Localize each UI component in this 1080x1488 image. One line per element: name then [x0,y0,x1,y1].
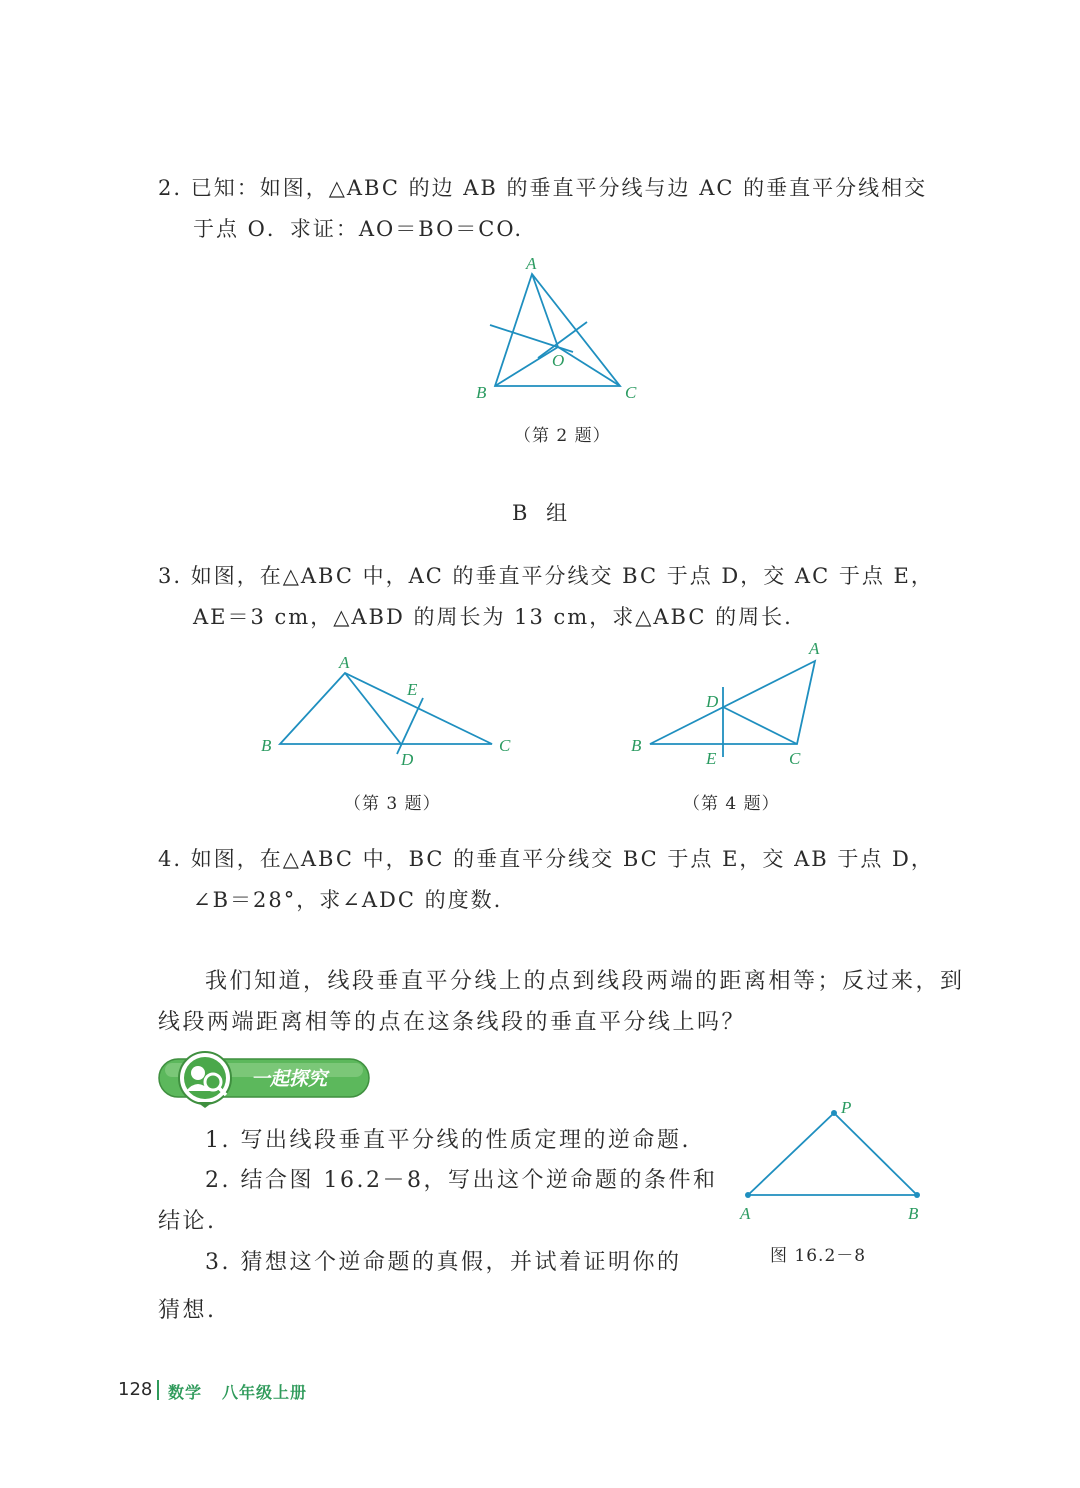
label-b: B [261,736,272,755]
footer-book: 八年级上册 [222,1383,308,1402]
point-b [914,1192,920,1198]
point-p [831,1110,837,1116]
caption-figure-16-2-8: 图 16.2－8 [770,1246,867,1266]
footer-divider [157,1380,159,1400]
segment-bo [495,347,558,386]
segment-ao [532,274,558,347]
problem-3-line-2: AE＝3 cm，△ABD 的周长为 13 cm，求△ABC 的周长. [193,605,793,629]
label-b: B [476,383,487,402]
figure-problem-4 [625,637,835,772]
explore-item-3-cont: 猜想. [158,1298,217,1323]
explore-together-badge [155,1050,375,1110]
label-a: A [740,1204,751,1223]
label-a: A [339,653,350,672]
problem-2-line-2: 于点 O．求证：AO＝BO＝CO. [193,217,524,241]
explore-item-1: 1. 写出线段垂直平分线的性质定理的逆命题. [205,1128,691,1153]
caption-problem-3: （第 3 题） [344,794,441,814]
triangle-pab [748,1113,917,1195]
segment-ad [345,673,401,744]
group-b-heading: B 组 [512,501,574,525]
triangle-abc [280,673,492,744]
label-b: B [631,736,642,755]
caption-problem-4: （第 4 题） [683,794,780,814]
segment-dc [723,707,797,744]
badge-label: 一起探究 [251,1068,328,1090]
label-a: A [809,639,820,658]
problem-4-line-2: ∠B＝28°，求∠ADC 的度数. [193,888,503,912]
triangle-abc [650,661,815,744]
label-d: D [706,692,719,711]
footer-subject: 数学 [168,1383,203,1402]
label-c: C [789,749,801,768]
figure-problem-2 [470,250,650,410]
magnifier-person-icon [179,1052,231,1108]
caption-problem-2: （第 2 题） [514,426,611,446]
point-a [745,1192,751,1198]
explore-item-2-cont: 结论. [158,1209,217,1234]
label-p: P [841,1098,852,1117]
problem-2-line-1: 2. 已知：如图，△ABC 的边 AB 的垂直平分线与边 AC 的垂直平分线相交 [158,176,928,200]
label-e: E [706,749,717,768]
label-c: C [625,383,637,402]
problem-3-line-1: 3. 如图，在△ABC 中，AC 的垂直平分线交 BC 于点 D，交 AC 于点 E， [158,564,934,588]
perpendicular-bisector-ab [490,325,573,352]
figure-problem-3 [255,650,525,775]
problem-4-line-1: 4. 如图，在△ABC 中，BC 的垂直平分线交 BC 于点 E，交 AB 于点 D， [158,847,934,871]
page-number: 128 [118,1379,153,1400]
label-e: E [407,680,418,699]
intro-line-1: 我们知道，线段垂直平分线上的点到线段两端的距离相等；反过来，到 [205,969,965,994]
figure-16-2-8 [730,1095,930,1230]
explore-item-3: 3. 猜想这个逆命题的真假，并试着证明你的 [205,1250,682,1275]
label-o: O [552,351,565,370]
label-c: C [499,736,511,755]
label-b: B [908,1204,919,1223]
label-d: D [401,750,414,769]
intro-line-2: 线段两端距离相等的点在这条线段的垂直平分线上吗？ [158,1010,747,1035]
perpendicular-bisector-ac [397,698,423,754]
explore-item-2: 2. 结合图 16.2－8，写出这个逆命题的条件和 [205,1168,718,1193]
segment-co [558,347,620,386]
label-a: A [526,254,537,273]
